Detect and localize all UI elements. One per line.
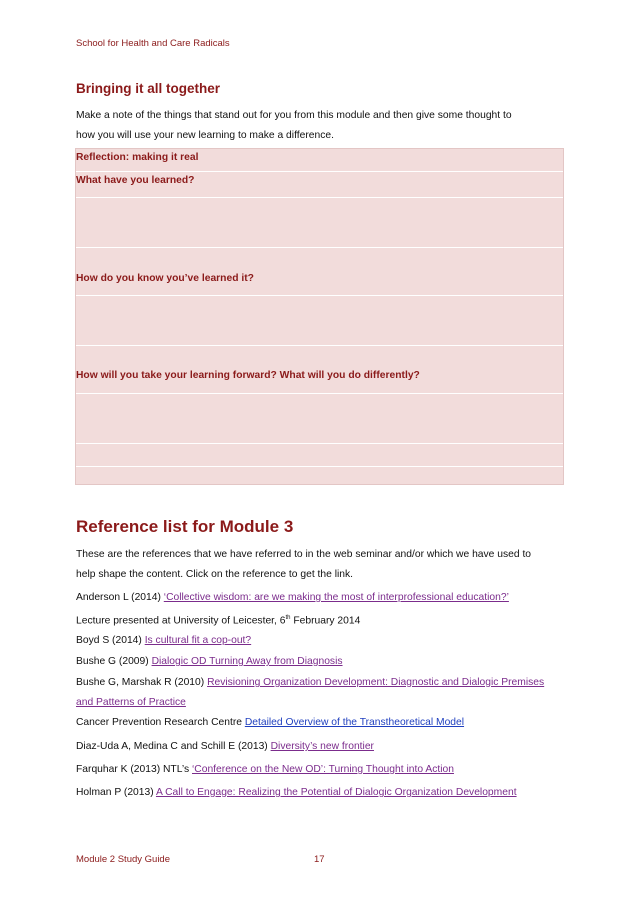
reference-item — [76, 673, 566, 713]
ref-intro-line-1: These are the references that we have referred to in the web seminar and/or which we have used to — [76, 549, 532, 560]
footer-title: Module 2 Study Guide — [76, 854, 171, 865]
reflection-table — [75, 148, 564, 485]
table-rule — [76, 247, 563, 248]
section-heading-references: Reference list for Module 3 — [76, 517, 294, 536]
table-rule — [76, 197, 563, 198]
reference-author: Holman P (2013) — [76, 787, 156, 798]
reference-item — [76, 713, 566, 733]
intro-line-1: Make a note of the things that stand out for you from this module and then give some thought to — [76, 110, 512, 121]
reference-item — [76, 631, 566, 651]
reference-link[interactable]: Revisioning Organization Development: Diagnostic and Dialogic Premises — [207, 677, 545, 688]
page-number: 17 — [314, 854, 325, 865]
reference-item — [76, 737, 566, 757]
reference-item — [76, 588, 566, 631]
reference-detail-date: February 2014 — [290, 615, 361, 627]
ref-intro-line-2: help shape the content. Click on the reference to get the link. — [76, 569, 354, 580]
reference-item — [76, 652, 566, 672]
table-rule — [76, 466, 563, 467]
question-how-know: How do you know you’ve learned it? — [76, 273, 254, 284]
question-take-forward: How will you take your learning forward? What will you do differently? — [76, 370, 420, 381]
reference-link[interactable]: Detailed Overview of the Transtheoretical Model — [244, 717, 465, 728]
reference-author: Cancer Prevention Research Centre — [76, 717, 245, 728]
table-rule — [76, 393, 563, 394]
running-header: School for Health and Care Radicals — [76, 38, 230, 49]
reference-link[interactable]: Dialogic OD Turning Away from Diagnosis — [151, 656, 343, 667]
reference-link[interactable]: ‘Conference on the New OD’: Turning Thought into Action — [192, 764, 454, 775]
table-rule — [76, 345, 563, 346]
reference-author: Diaz-Uda A, Medina C and Schill E (2013) — [76, 741, 271, 752]
reference-link-continued[interactable]: and Patterns of Practice — [76, 697, 186, 708]
reference-link[interactable]: A Call to Engage: Realizing the Potential of Dialogic Organization Development — [155, 787, 517, 798]
table-rule — [76, 171, 563, 172]
section-intro — [76, 106, 566, 146]
reference-detail: Lecture presented at University of Leicester, 6 — [76, 615, 286, 627]
reference-author: Bushe G, Marshak R (2010) — [76, 677, 208, 688]
reference-item — [76, 760, 566, 780]
references-intro — [76, 545, 566, 585]
question-what-learned: What have you learned? — [76, 175, 195, 186]
reference-author: Boyd S (2014) — [76, 635, 145, 646]
section-heading-bringing-together: Bringing it all together — [76, 81, 220, 96]
reference-author: Farquhar K (2013) NTL’s — [76, 764, 192, 775]
table-rule — [76, 295, 563, 296]
reference-link[interactable]: ‘Collective wisdom: are we making the most of interprofessional education?’ — [163, 592, 509, 603]
reference-link[interactable]: Is cultural fit a cop-out? — [144, 635, 252, 646]
table-rule — [76, 443, 563, 444]
reference-link[interactable]: Diversity’s new frontier — [270, 741, 374, 752]
reference-author: Bushe G (2009) — [76, 656, 152, 667]
reference-item — [76, 783, 566, 803]
ordinal-suffix: th — [285, 615, 291, 621]
reference-author: Anderson L (2014) — [76, 592, 164, 603]
intro-line-2: how you will use your new learning to make a difference. — [76, 130, 334, 141]
reflection-title: Reflection: making it real — [76, 152, 199, 163]
